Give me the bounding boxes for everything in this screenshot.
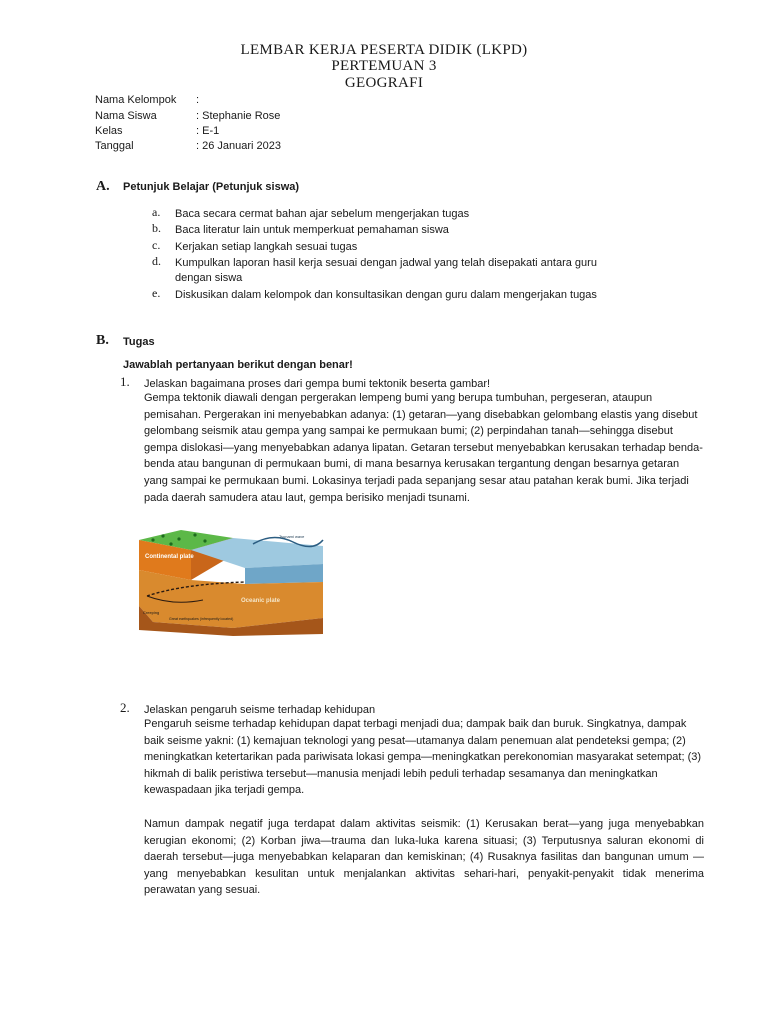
document-subtitle-meeting: PERTEMUAN 3 [331, 58, 437, 74]
document-title: LEMBAR KERJA PESERTA DIDIK (LKPD) [240, 42, 528, 58]
list-item-text: Baca literatur lain untuk memperkuat pemahaman siswa [175, 224, 449, 236]
info-label: Kelas [95, 125, 123, 137]
info-value: : E-1 [196, 125, 220, 137]
question-text: Jelaskan bagaimana proses dari gempa bumi tektonik beserta gambar! [144, 378, 491, 390]
info-label: Tanggal [95, 140, 134, 152]
tectonic-plate-diagram [133, 526, 329, 638]
list-item-letter: c. [152, 238, 161, 252]
info-nama-siswa [95, 109, 280, 123]
answer-paragraph: Pengaruh seisme terhadap kehidupan dapat terbagi menjadi dua; dampak baik dan buruk. Singkatnya, dampak baik seisme yakni: (1) kemajuan teknologi yang pesat—utamanya dalam penemuan alat pendeteksi gempa; (2) meningkatkan ketertarikan pada pariwisata lokasi gempa—meningkatkan perekonomian masyarakat setempat; (3) hikmah di balik peristiwa tersebut—manusia menjadi lebih peduli terhadap sesamanya dan meningkatkan kewaspadaan jika terjadi gempa. [144, 718, 702, 797]
list-item-letter: a. [152, 205, 161, 219]
list-item-text: Diskusikan dalam kelompok dan konsultasikan dengan guru dalam mengerjakan tugas [175, 289, 597, 301]
section-b-title: Tugas [123, 336, 155, 348]
section-a-title: Petunjuk Belajar (Petunjuk siswa) [123, 181, 300, 193]
section-a-letter: A. [96, 179, 110, 194]
figure-label-continental: Continental plate [145, 554, 194, 560]
info-label: Nama Kelompok [95, 94, 177, 106]
section-b-letter: B. [96, 333, 109, 348]
question-number: 1. [120, 374, 130, 389]
info-nama-kelompok [95, 93, 199, 107]
answer-paragraph: Namun dampak negatif juga terdapat dalam aktivitas seismik: (1) Kerusakan berat—yang juga menyebabkan kerugian ekonomi; (2) Korban jiwa—trauma dan luka-luka karena situasi; (3) Terputusnya saluran ekonomi di daerah tersebut—juga menyebabkan kelaparan dan kemiskinan; (4) Rusaknya fasilitas dan bangunan umum —yang menyebabkan kesulitan untuk menjalankan aktivitas sehari-hari, penyakit-penyakit tidak menerima perawatan yang sesuai. [144, 818, 704, 897]
info-value: : 26 Januari 2023 [196, 140, 282, 152]
list-item-letter: b. [152, 221, 161, 235]
info-value: : [196, 94, 200, 106]
figure-label-tsunami: Tsunami wave [279, 534, 305, 539]
list-item-text: Kumpulkan laporan hasil kerja sesuai dengan jadwal yang telah disepakati antara guru dengan siswa [175, 257, 597, 284]
info-value: : Stephanie Rose [196, 110, 281, 122]
figure-label-great-earthquakes: Great earthquakes (infrequently located) [169, 617, 234, 621]
section-b-instruction: Jawablah pertanyaan berikut dengan benar! [123, 359, 353, 371]
figure-label-oceanic: Oceanic plate [241, 598, 281, 604]
figure-label-creeping: Creeping [143, 610, 160, 615]
document-subtitle-subject: GEOGRAFI [344, 75, 424, 91]
info-kelas [95, 124, 219, 138]
answer-paragraph: Gempa tektonik diawali dengan pergerakan lempeng bumi yang berupa tumbuhan, pergeseran, ataupun pemisahan. Pergerakan ini menyebabkan adanya: (1) getaran—yang disebabkan gelombang elastis yang disebut gelombang seismik atau gempa yang sampai ke permukaan bumi; (2) perpindahan tanah—sehingga disebut gempa dislokasi—yang menyebabkan adanya lipatan. Getaran tersebut menyebabkan kerusakan terhadap benda-benda atau bangunan di permukaan bumi, di mana besarnya kerusakan tergantung dengan besarnya getaran yang sampai ke permukaan bumi. Lokasinya terjadi pada sepanjang sesar atau patahan kerak bumi. Jika terjadi pada daerah samudera atau laut, gempa berisiko menjadi tsunami. [144, 392, 703, 504]
list-item-text: Kerjakan setiap langkah sesuai tugas [175, 241, 358, 253]
list-item-text: Baca secara cermat bahan ajar sebelum mengerjakan tugas [175, 208, 470, 220]
info-label: Nama Siswa [95, 110, 157, 122]
question-number: 2. [120, 700, 130, 715]
list-item-letter: d. [152, 254, 161, 268]
list-item-letter: e. [152, 286, 161, 300]
info-tanggal [95, 139, 281, 153]
question-text: Jelaskan pengaruh seisme terhadap kehidupan [144, 704, 376, 716]
